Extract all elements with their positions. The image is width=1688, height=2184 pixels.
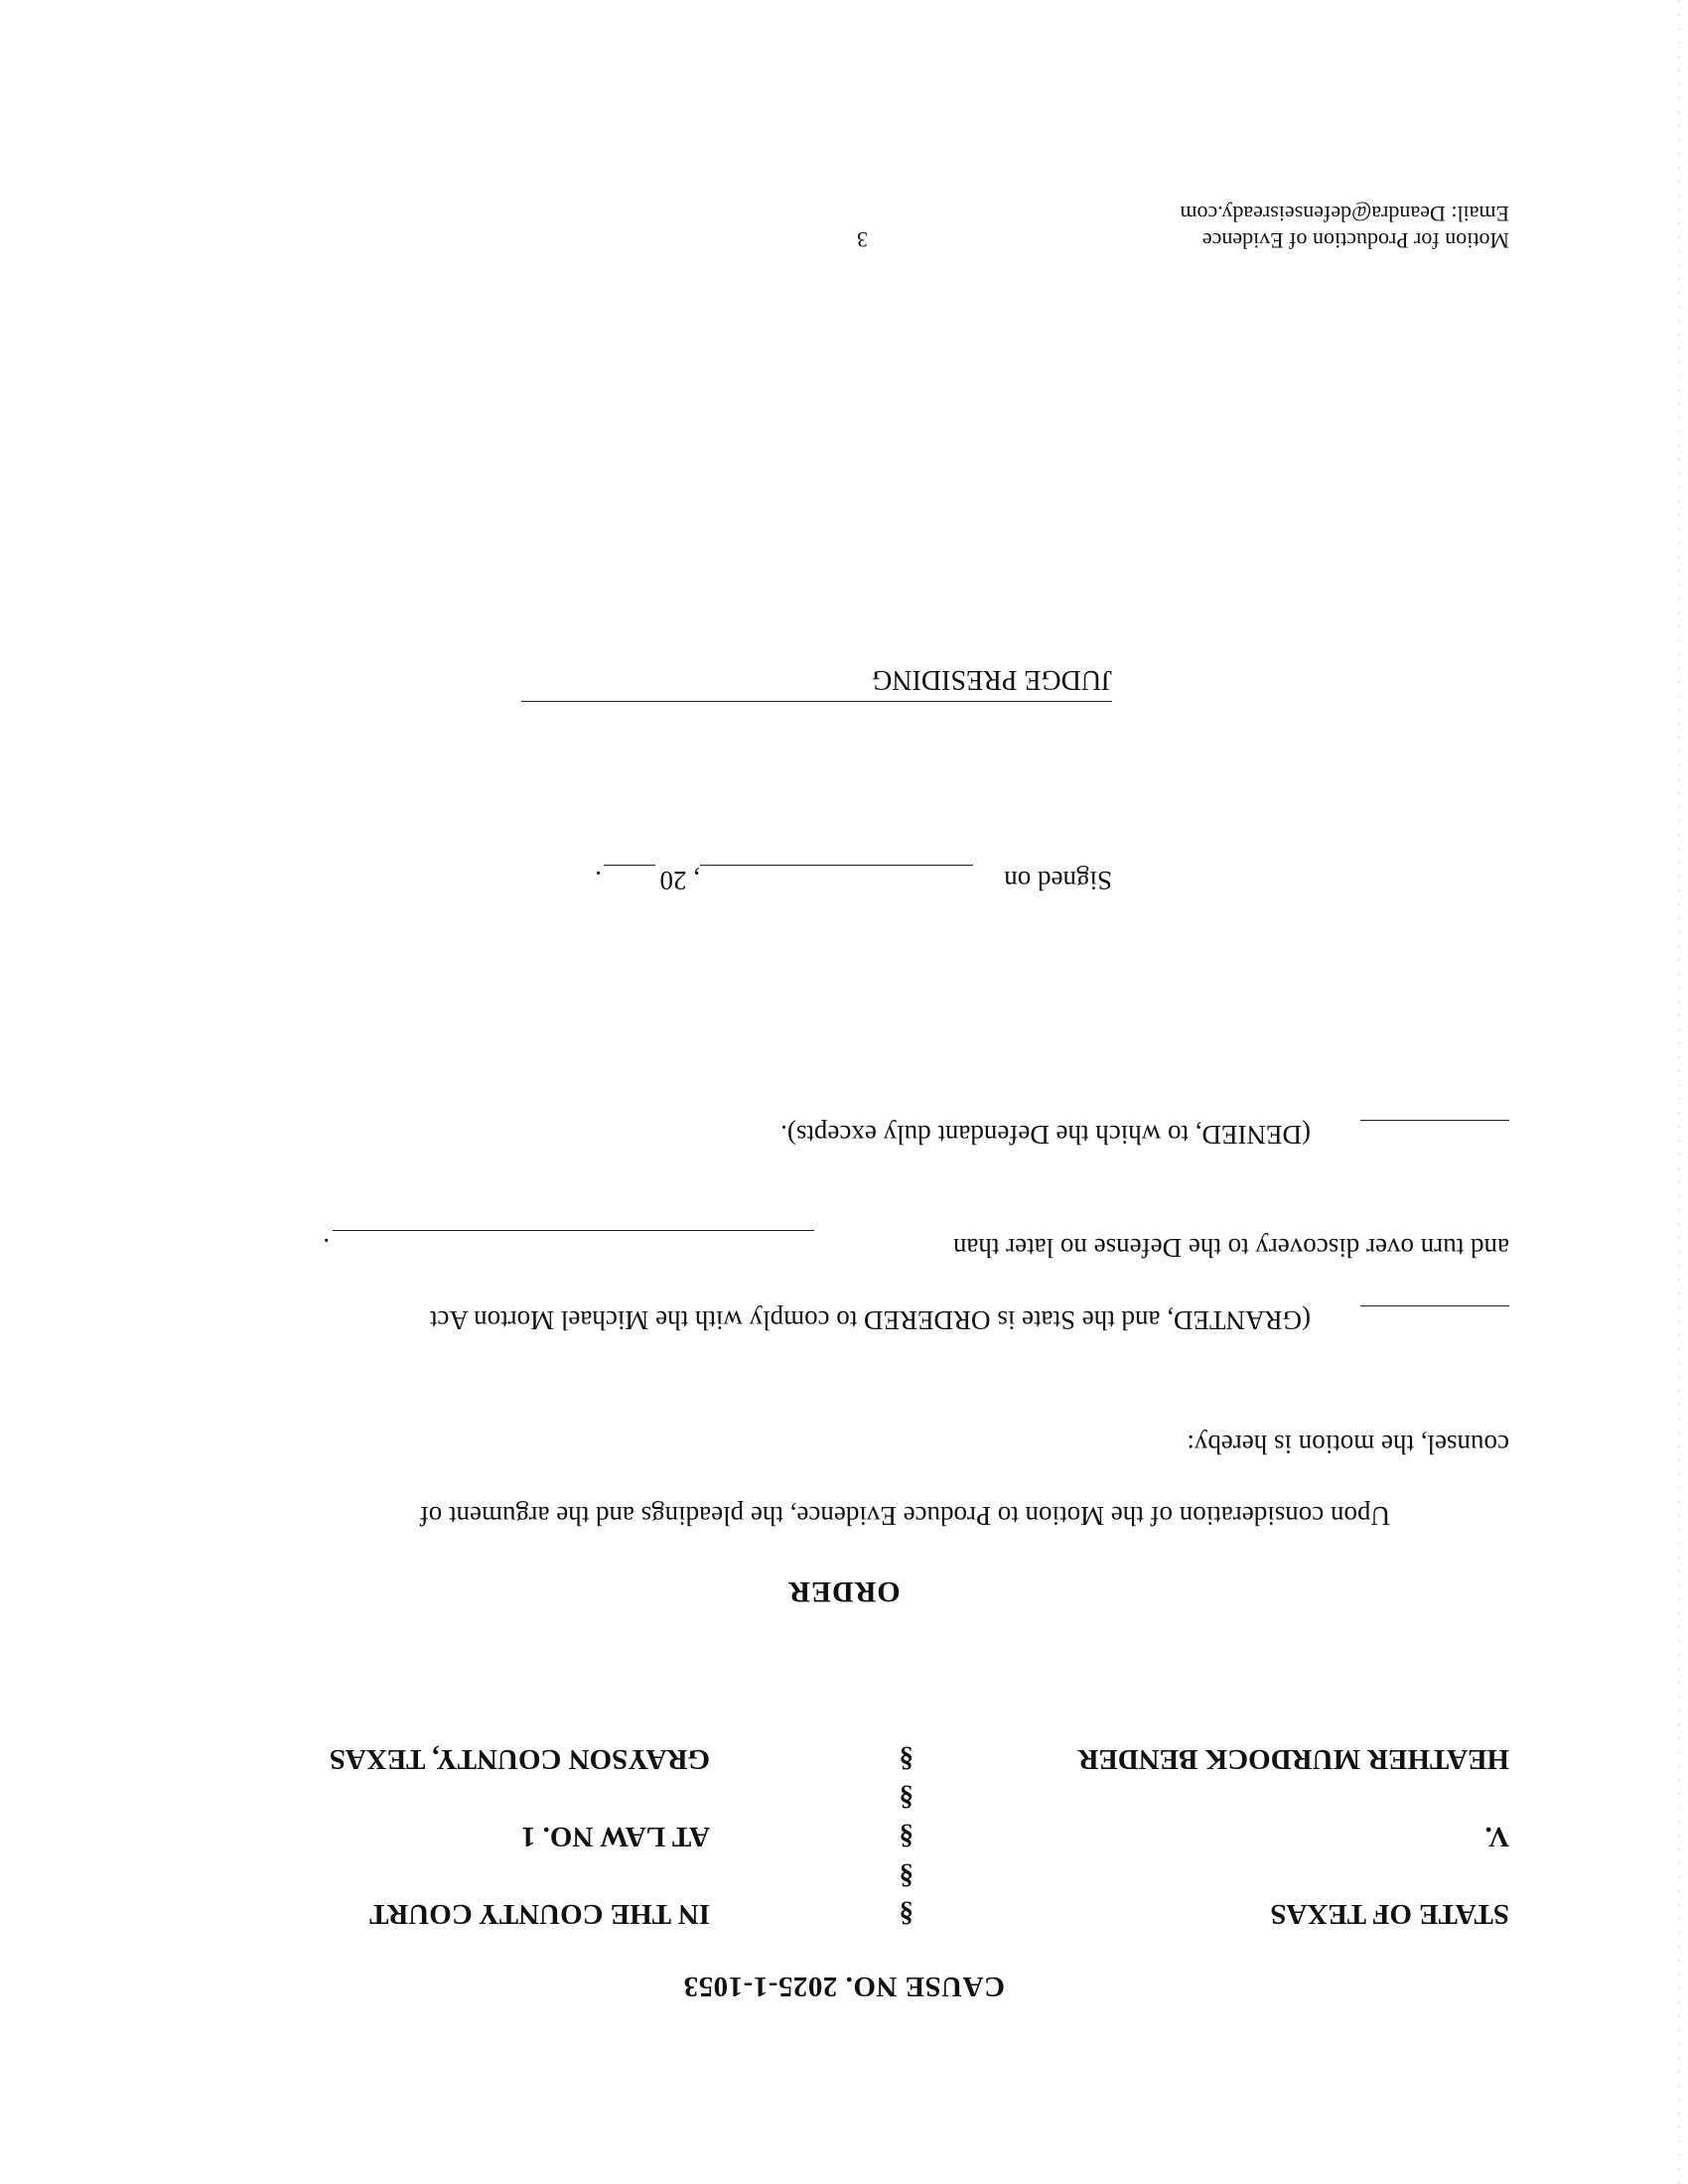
caption-defendant: HEATHER MURDOCK BENDER xyxy=(1077,1743,1509,1775)
caption-court-number: AT LAW NO. 1 xyxy=(520,1821,710,1852)
signed-year-line[interactable] xyxy=(604,865,655,866)
page-number: 3 xyxy=(857,227,868,252)
denied-checkbox-line[interactable] xyxy=(1360,1120,1509,1121)
caption-county: GRAYSON COUNTY, TEXAS xyxy=(329,1743,710,1775)
signed-year-prefix: , 20 xyxy=(659,866,700,895)
order-paragraph-line-2: counsel, the motion is hereby: xyxy=(1187,1430,1509,1459)
footer-email: Email: Deandra@defenseisready.com xyxy=(1180,202,1509,226)
signed-date-line[interactable] xyxy=(700,865,973,866)
signed-on-label: Signed on xyxy=(1004,866,1112,895)
section-symbol: § xyxy=(899,1782,914,1814)
signed-period: . xyxy=(595,866,602,895)
judge-presiding-label: JUDGE PRESIDING xyxy=(872,664,1112,695)
order-paragraph-line-1: Upon consideration of the Motion to Produce Evidence, the pleadings and the argument of xyxy=(419,1501,1390,1531)
denied-text: (DENIED, to which the Defendant duly excepts). xyxy=(780,1120,1311,1150)
section-symbol: § xyxy=(899,1898,914,1930)
section-symbol: § xyxy=(899,1860,914,1892)
caption-court: IN THE COUNTY COURT xyxy=(368,1898,710,1930)
order-title: ORDER xyxy=(787,1575,901,1608)
section-symbol: § xyxy=(899,1743,914,1775)
cause-number: CAUSE NO. 2025-1-1053 xyxy=(683,1971,1005,2002)
footer-document-title: Motion for Production of Evidence xyxy=(1201,228,1509,253)
caption-versus: V. xyxy=(1484,1821,1509,1852)
section-symbol: § xyxy=(899,1821,914,1852)
judge-signature-line[interactable] xyxy=(521,701,1112,702)
granted-text-line-1: (GRANTED, and the State is ORDERED to comply with the Michael Morton Act xyxy=(429,1305,1311,1335)
discovery-deadline-line[interactable] xyxy=(333,1230,814,1231)
granted-text-line-2: and turn over discovery to the Defense no later than xyxy=(952,1233,1509,1263)
caption-state: STATE OF TEXAS xyxy=(1270,1898,1509,1930)
granted-checkbox-line[interactable] xyxy=(1360,1305,1509,1306)
granted-line-2-period: . xyxy=(323,1233,330,1263)
